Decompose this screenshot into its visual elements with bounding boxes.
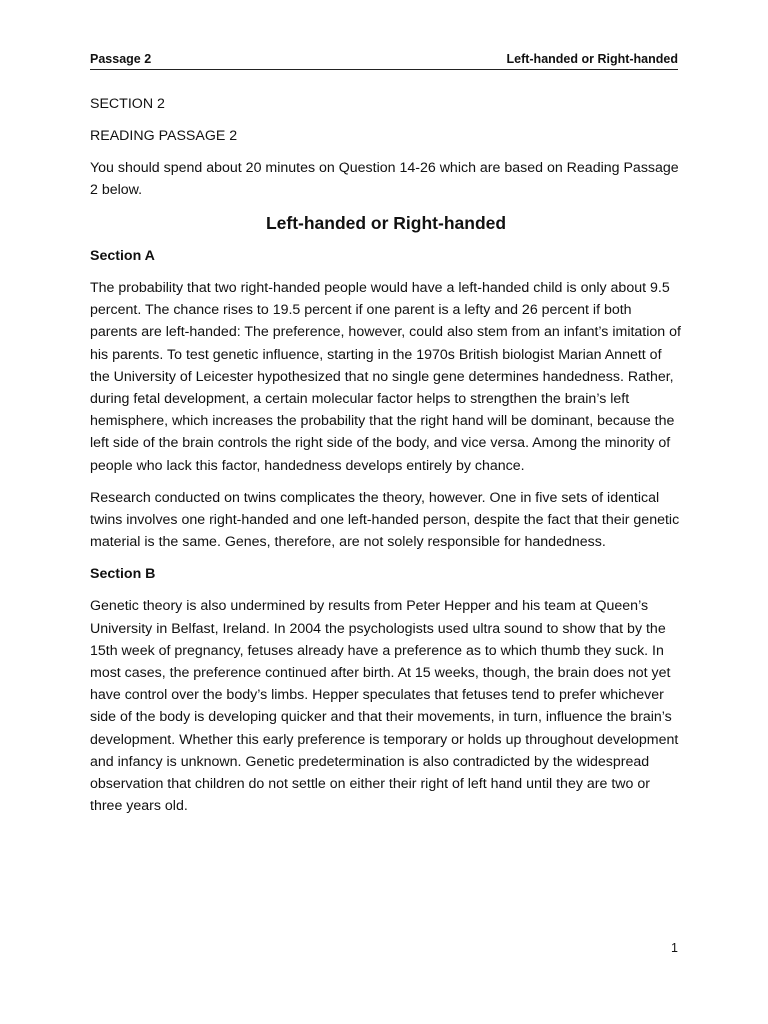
section-a-paragraph-1: The probability that two right-handed people would have a left-handed child is only about 9.5 percent. The chance rises to 19.5 percent if one parent is a lefty and 26 percent if both parents are left-handed: The preference, however, could also stem from an infant’s imitation of his parents. To test genetic influence, starting in the 1970s British biologist Marian Annett of the University of Leicester hypothesized that no single gene determines handedness. Rather, during fetal development, a certain molecular factor helps to strengthen the brain’s left hemisphere, which increases the probability that the right hand will be dominant, because the left side of the brain controls the right side of the body, and vice versa. Among the minority of people who lack this factor, handedness develops entirely by chance. xyxy=(90,280,681,474)
page-number: 1 xyxy=(671,941,678,955)
section-b-paragraph-1: Genetic theory is also undermined by results from Peter Hepper and his team at Queen’s University in Belfast, Ireland. In 2004 the psychologists used ultra sound to show that by the 15th week of pregnancy, fetuses already have a preference as to which thumb they suck. In most cases, the preference continued after birth. At 15 weeks, though, the brain does not yet have control over the body’s limbs. Hepper speculates that fetuses tend to prefer whichever side of the body is developing quicker and that their movements, in turn, influence the brain’s development. Whether this early preference is temporary or holds up throughout development and infancy is unknown. Genetic predetermination is also contradicted by the widespread observation that children do not settle on either their right of left hand until they are two or three years old. xyxy=(90,598,679,815)
reading-passage-label: READING PASSAGE 2 xyxy=(90,128,238,144)
page-content xyxy=(90,93,682,817)
section-a-heading: Section A xyxy=(90,248,155,264)
instruction-text: You should spend about 20 minutes on Question 14-26 which are based on Reading Passage 2 below. xyxy=(90,160,679,198)
section-b-heading: Section B xyxy=(90,566,156,583)
running-header xyxy=(90,46,678,70)
section-label: SECTION 2 xyxy=(90,96,165,112)
passage-title: Left-handed or Right-handed xyxy=(265,213,507,233)
header-passage-title: Left-handed or Right-handed xyxy=(506,52,678,66)
header-passage-label: Passage 2 xyxy=(90,52,152,66)
section-a-paragraph-2: Research conducted on twins complicates the theory, however. One in five sets of identical twins involves one right-handed and one left-handed person, despite the fact that their genetic material is the same. Genes, therefore, are not solely responsible for handedness. xyxy=(90,489,680,551)
